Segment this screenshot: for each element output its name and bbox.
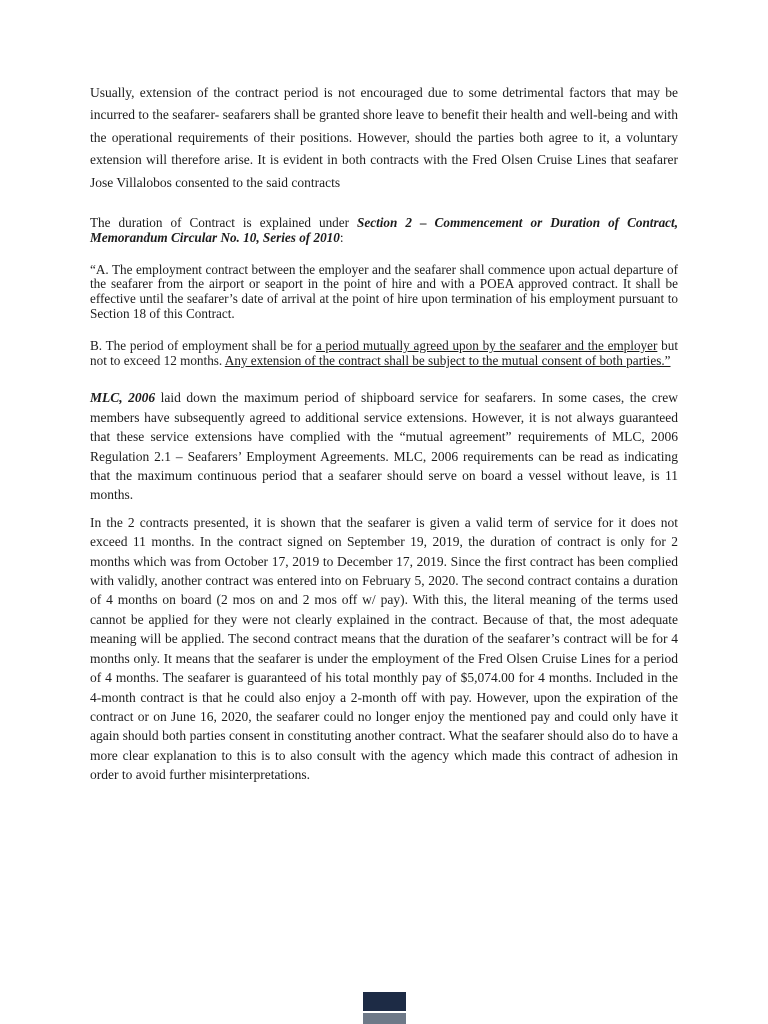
- quote-b-paragraph: [90, 339, 678, 369]
- duration-emphasis: Section 2 – Commencement or Duration of Contract, Memorandum Circular No. 10, Series of 2010: [90, 215, 678, 245]
- document-body: [90, 82, 678, 793]
- quote-a-paragraph: “A. The employment contract between the employer and the seafarer shall commence upon actual departure of the seafarer from the airport or seaport in the point of hire and with a POEA approved contract. It shall be effective until the seafarer’s date of arrival at the point of hire upon termination of his employment pursuant to Section 18 of this Contract.: [90, 261, 678, 322]
- intro-paragraph: Usually, extension of the contract period is not encouraged due to some detrimental factors that may be incurred to the seafarer- seafarers shall be granted shore leave to benefit their health and well-being and with the operational requirements of their positions. However, should the parties both agree to it, a voluntary extension will therefore arise. It is evident in both contracts with the Fred Olsen Cruise Lines that seafarer Jose Villalobos consented to the said contracts: [90, 85, 678, 190]
- mlc-body: laid down the maximum period of shipboard service for seafarers. In some cases, the crew members have subsequently agreed to additional service extensions. However, it is not always guaranteed that these service extensions have complied with the “mutual agreement” requirements of MLC, 2006 Regulation 2.1 – Seafarers’ Employment Agreements. MLC, 2006 requirements can be read as indicating that the maximum continuous period that a seafarer should serve on board a vessel without leave, is 11 months.: [90, 390, 678, 503]
- quote-b-lead: B. The period of employment shall be for: [90, 337, 316, 353]
- mlc-emphasis: MLC, 2006: [90, 390, 156, 406]
- quote-b-underline-1: a period mutually agreed upon by the seafarer and the employer: [315, 337, 658, 353]
- mlc-paragraph: [90, 388, 678, 504]
- duration-paragraph: [90, 216, 678, 246]
- quote-b-underline-2: Any extension of the contract shall be subject to the mutual consent of both parties.”: [224, 352, 671, 368]
- quote-b-mid: but not to exceed 12 months.: [90, 337, 678, 368]
- footer-decoration-bar-bottom: [363, 1013, 406, 1024]
- analysis-paragraph: In the 2 contracts presented, it is shown that the seafarer is given a valid term of service for it does not exceed 11 months. In the contract signed on September 19, 2019, the duration of contract is only for 2 months which was from October 17, 2019 to December 17, 2019. Since the first contract has been complied with validly, another contract was entered into on February 5, 2020. The second contract contains a duration of 4 months on board (2 mos on and 2 mos off w/ pay). With this, the literal meaning of the terms used cannot be applied for they were not clearly explained in the contract. Because of that, the most adequate meaning will be applied. The second contract means that the duration of the seafarer’s contract will be for 4 months only. It means that the seafarer is under the employment of the Fred Olsen Cruise Lines for a period of 4 months. The seafarer is guaranteed of his total monthly pay of $5,074.00 for 4 months. Included in the 4-month contract is that he could also enjoy a 2-month off with pay. However, upon the expiration of the contract or on June 16, 2020, the seafarer could no longer enjoy the mentioned pay and could only have it again should both parties consent in constituting another contract. What the seafarer should also do to have a more clear explanation to this is to also consult with the agency which made this contract of adhesion in order to avoid further misinterpretations.: [90, 514, 678, 783]
- duration-lead: The duration of Contract is explained under: [90, 215, 358, 231]
- duration-tail: :: [339, 229, 344, 245]
- footer-decoration-bar-top: [363, 992, 406, 1011]
